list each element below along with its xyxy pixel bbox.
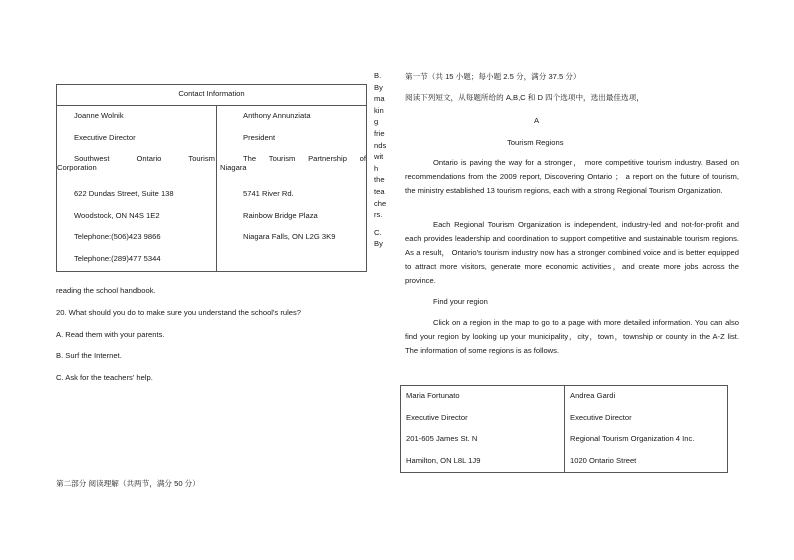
vertical-line: kin (374, 105, 384, 115)
vertical-line: tea (374, 186, 385, 196)
question-20: 20. What should you do to make sure you understand the school's rules? (56, 308, 302, 317)
vertical-line: che (374, 198, 387, 208)
table-divider (564, 386, 565, 472)
contact-title: President (243, 132, 276, 142)
region-contact-table (400, 385, 728, 473)
vertical-line: B. (374, 71, 382, 80)
org-word: Southwest (74, 154, 110, 163)
table-cell: 201-605 James St. N (406, 434, 478, 443)
contact-plaza: Rainbow Bridge Plaza (243, 210, 318, 220)
contact-column-2 (220, 111, 366, 254)
contact-column-1 (57, 111, 215, 275)
narrow-option-column (374, 70, 390, 250)
contact-title: Executive Director (74, 132, 136, 142)
option-b: B. Surf the Internet. (56, 351, 122, 360)
option-continuation: reading the school handbook. (56, 286, 156, 295)
contact-address: 5741 River Rd. (243, 189, 294, 198)
passage-letter: A (534, 116, 540, 125)
contact-address: 622 Dundas Street, Suite 138 (74, 189, 174, 198)
vertical-line: frie (374, 128, 385, 138)
vertical-line: rs. (374, 210, 383, 220)
table-cell: Executive Director (570, 412, 632, 422)
org-word: Tourism (188, 154, 215, 163)
region-contact-column-2 (570, 391, 694, 477)
org-word: Tourism (268, 154, 296, 163)
org-word: Partnership (308, 154, 347, 163)
vertical-line: nds (374, 140, 387, 150)
table-cell: Andrea Gardi (570, 391, 616, 400)
passage-title: Tourism Regions (507, 138, 564, 147)
option-c: C. Ask for the teachers' help. (56, 373, 153, 382)
contact-name: Joanne Wolnik (74, 111, 124, 120)
table-cell: Executive Director (406, 412, 468, 422)
contact-organization (220, 154, 366, 189)
vertical-line: the (374, 175, 385, 185)
part-2-heading: 第二部分 阅读理解（共两节，满分 50 分） (56, 479, 200, 488)
contact-telephone: Telephone:(289)477 5344 (74, 253, 161, 263)
option-a: A. Read them with your parents. (56, 330, 165, 339)
paragraph-1 (405, 156, 739, 198)
vertical-line: h (374, 163, 379, 173)
contact-telephone: Telephone:(506)423 9866 (74, 232, 161, 241)
region-contact-column-1 (406, 391, 480, 477)
table-divider (216, 105, 217, 271)
org-word: The (243, 154, 257, 163)
table-cell: 1020 Ontario Street (570, 455, 637, 465)
find-region-heading: Find your region (433, 297, 488, 306)
org-line-2: Niagara (220, 163, 247, 173)
vertical-line: C. (374, 227, 382, 237)
contact-name: Anthony Annunziata (243, 111, 311, 120)
paragraph-2 (405, 218, 739, 288)
contact-table (56, 84, 367, 272)
instruction: 阅读下列短文，从每题所给的 A,B,C 和 D 四个选项中，选出最佳选项， (405, 93, 644, 102)
paragraph-3 (405, 316, 739, 358)
paragraph-text: Ontario is paving the way for a stronger， more competitive tourism industry. Based on recommendations from the 2009 report, Discovering Ontario ； a report on the future of tourism, the ministry established 13 tourism regions, each with a strong Regional Tourism Organization. (405, 158, 739, 195)
table-cell: Maria Fortunato (406, 391, 460, 400)
vertical-line: By (374, 239, 383, 249)
vertical-line: g (374, 117, 379, 127)
org-word: Ontario (136, 154, 162, 163)
contact-city: Niagara Falls, ON L2G 3K9 (243, 232, 336, 241)
paragraph-text: Click on a region in the map to go to a page with more detailed information. You can also find your region by looking up your municipality，city，town，township or county in the A-Z list. The information of some regions is as follows. (405, 318, 739, 355)
contact-table-header: Contact Information (57, 85, 366, 106)
vertical-line: ma (374, 94, 385, 104)
org-line-2: Corporation (57, 163, 97, 173)
section-1-heading: 第一节（共 15 小题；每小题 2.5 分，满分 37.5 分） (405, 72, 581, 81)
vertical-line: By (374, 82, 383, 92)
org-word: of (359, 154, 366, 163)
paragraph-text: Each Regional Tourism Organization is independent, industry-led and not-for-profit and each provides leadership and coordination to support competitive and sustainable tourism regions. As a result， Ontario's tourism industry now has a stronger combined voice and is better equipped to attract more visitors, generate more economic activities，and create more jobs across the province. (405, 220, 739, 285)
contact-city: Woodstock, ON N4S 1E2 (74, 210, 160, 220)
table-cell: Regional Tourism Organization 4 Inc. (570, 434, 695, 443)
table-cell: Hamilton, ON L8L 1J9 (406, 455, 481, 465)
vertical-line: wit (374, 152, 384, 162)
contact-organization (57, 154, 215, 189)
